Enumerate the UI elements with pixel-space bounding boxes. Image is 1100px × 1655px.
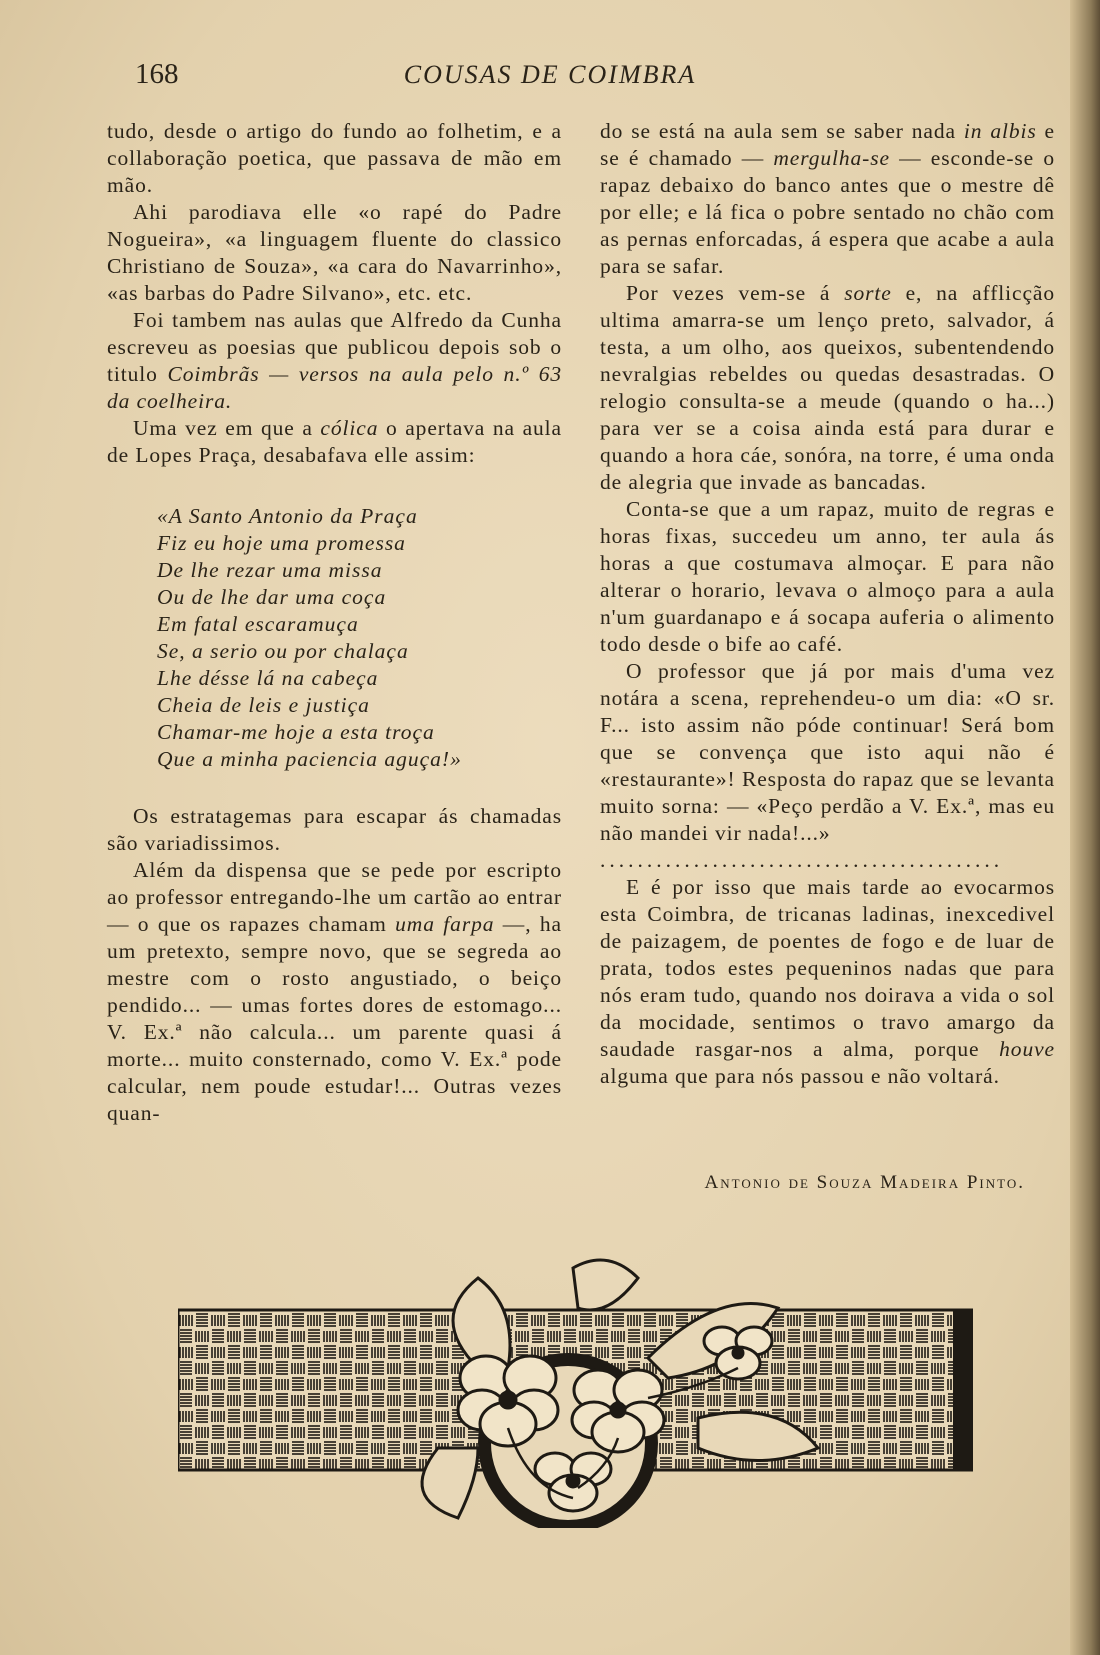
poem-line: De lhe rezar uma missa — [157, 558, 383, 582]
book-spine-edge — [1070, 0, 1100, 1655]
italic-word: sorte — [844, 281, 892, 305]
text-run: do se está na aula sem se saber nada — [600, 119, 964, 143]
text-run: e, na afflicção ultima amarra-se um lenço preto, salvador, á testa, a um olho, aos queixos, subentendendo nevralgias rebeldes ou quedas desastradas. O relogio consulta-se a meude (quando o ha...) para ver se a coisa ainda está para durar e quando a hora cáe, sonóra, na torre, é uma onda de alegria que invade as bancadas. — [600, 281, 1055, 494]
text-run: e se é chamado — — [600, 119, 1055, 170]
paragraph: tudo, desde o artigo do fundo ao folhetim, e a collaboração poetica, que passava de mão em mão. — [107, 119, 562, 197]
page-number: 168 — [135, 58, 179, 90]
poem — [157, 503, 562, 773]
right-column — [600, 118, 1055, 1090]
text-run: Foi tambem nas aulas que Alfredo da Cunha escreveu as poesias que publicou depois sob o titulo — [107, 308, 562, 386]
paragraph: O professor que já por mais d'uma vez notára a scena, reprehendeu-o um dia: «O sr. F... isto assim não póde continuar! Será bom que se convença que isto aqui não é «restaurante»! Resposta do rapaz que se levanta muito sorna: — «Peço perdão a V. Ex.ª, mas eu não mandei vir nada!...» — [600, 659, 1055, 845]
italic-word: houve — [999, 1037, 1055, 1061]
italic-phrase: in albis — [963, 119, 1037, 143]
text-run: alguma que para nós passou e não voltará. — [600, 1064, 1000, 1088]
text-run: Uma vez em que a — [133, 416, 321, 440]
italic-phrase: uma farpa — [395, 912, 495, 936]
paragraph — [107, 307, 562, 415]
poem-line: Cheia de leis e justiça — [157, 693, 370, 717]
running-title: COUSAS DE COIMBRA — [403, 60, 697, 89]
poem-line: Chamar-me hoje a esta troça — [157, 720, 435, 744]
paragraph — [600, 118, 1055, 280]
text-run: Por vezes vem-se á — [626, 281, 845, 305]
poem-line: Lhe désse lá na cabeça — [157, 666, 379, 690]
author-signature: Antonio de Souza Madeira Pinto. — [704, 1172, 1025, 1193]
poem-line: Ou de lhe dar uma coça — [157, 585, 387, 609]
text-run: —, ha um pretexto, sempre novo, que se segreda ao mestre com o rosto angustiado, o beiço pendido... — umas fortes dores de estomago... V. Ex.ª não calcula... um parente quasi á morte... muito consternado, como V. Ex.ª pode calcular, nem poude estudar!... Outras vezes quan- — [107, 912, 562, 1125]
paragraph — [600, 280, 1055, 496]
poem-line: Que a minha paciencia aguça!» — [157, 747, 462, 771]
italic-title: Coimbrãs — versos na aula pelo n.º 63 da coelheira. — [107, 362, 562, 413]
poem-line: «A Santo Antonio da Praça — [157, 504, 418, 528]
floral-tailpiece-icon — [178, 1248, 973, 1528]
poem-line: Se, a serio ou por chalaça — [157, 639, 409, 663]
left-column — [107, 118, 562, 1127]
text-run: — esconde-se o rapaz debaixo do banco antes que o mestre dê por elle; e lá fica o pobre sentado no chão com as pernas enforcadas, á espera que acabe a aula para se safar. — [600, 146, 1055, 278]
paragraph — [600, 874, 1055, 1090]
page-header — [0, 58, 1100, 98]
paragraph — [107, 415, 562, 469]
ellipsis-row: ........................................... — [600, 848, 1004, 872]
poem-line: Fiz eu hoje uma promessa — [157, 531, 406, 555]
paragraph: Os estratagemas para escapar ás chamadas são variadissimos. — [107, 804, 562, 855]
italic-word: cólica — [320, 416, 379, 440]
text-run: o apertava na aula de Lopes Praça, desabafava elle assim: — [107, 416, 562, 467]
paragraph — [107, 857, 562, 1127]
paragraph: Ahi parodiava elle «o rapé do Padre Nogueira», «a linguagem fluente do classico Christiano de Souza», «a cara do Navarrinho», «as barbas do Padre Silvano», etc. etc. — [107, 200, 562, 305]
poem-line: Em fatal escaramuça — [157, 612, 359, 636]
italic-word: mergulha-se — [773, 146, 890, 170]
text-run: Além da dispensa que se pede por escripto ao professor entregando-lhe um cartão ao entrar — o que os rapazes chamam — [107, 858, 562, 936]
paragraph: Conta-se que a um rapaz, muito de regras e horas fixas, succedeu um anno, ter aula ás horas a que costumava almoçar. E para não alterar o horario, levava o almoço para a aula n'um guardanapo e á socapa auferia o alimento todo desde o bife ao café. — [600, 497, 1055, 656]
text-run: E é por isso que mais tarde ao evocarmos esta Coimbra, de tricanas ladinas, inexcedivel de paizagem, de poentes de fogo e de luar de prata, todos estes pequeninos nadas que para nós eram tudo, quando nos doirava a vida o sol da mocidade, sentimos o travo amargo da saudade rasgar-nos a alma, porque — [600, 875, 1055, 1061]
